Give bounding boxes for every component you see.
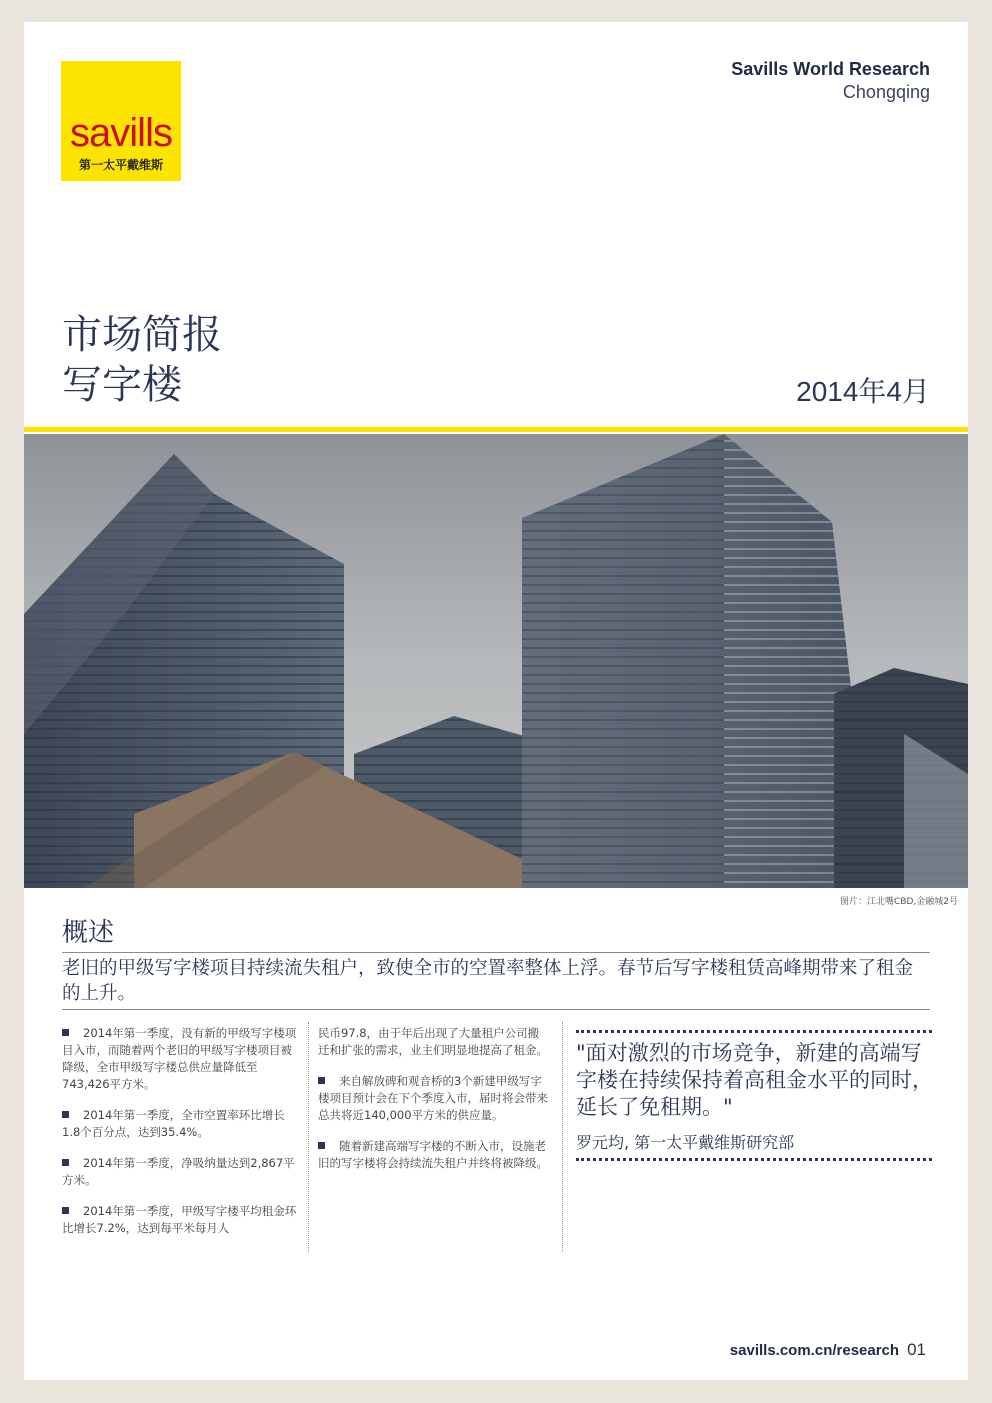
bullet-square-icon: [62, 1159, 69, 1166]
bullet-item: [318, 1138, 550, 1172]
footer-url[interactable]: savills.com.cn/research: [729, 1342, 900, 1359]
pull-quote: "面对激烈的市场竞争，新建的高端写字楼在持续保持着高租金水平的同时，延长了免租期。": [576, 1041, 933, 1119]
bullet-square-icon: [62, 1029, 69, 1036]
overview-summary: 老旧的甲级写字楼项目持续流失租户，致使全市的空置率整体上浮。春节后写字楼租赁高峰期带来了租金的上升。: [62, 958, 914, 1004]
research-brand: [731, 58, 930, 104]
overview-heading: 概述: [62, 918, 115, 948]
bullet-item: [62, 1155, 298, 1189]
bullet-square-icon: [318, 1077, 325, 1084]
bullet-column-2: [318, 1025, 550, 1186]
page-number: 01: [907, 1340, 926, 1359]
bullet-text: 来自解放碑和观音桥的3个新建甲级写字楼项目预计会在下个季度入市，届时将会带来总共将近140,000平方米的供应量。: [318, 1074, 548, 1122]
report-title: [62, 310, 222, 410]
title-line-1: 市场简报: [62, 312, 222, 358]
savills-logo: [61, 61, 181, 181]
cover-photo: [24, 434, 968, 888]
bullet-item: [62, 1203, 298, 1237]
bullet-item: [62, 1025, 298, 1093]
bullet-text: 随着新建高端写字楼的不断入市，设施老旧的写字楼将会持续流失租户并终将被降级。: [318, 1139, 548, 1170]
building-photo-illustration: [24, 434, 968, 888]
logo-chinese-name: 第一太平戴维斯: [78, 158, 163, 172]
bullet-text: 2014年第一季度，没有新的甲级写字楼项目入市，而随着两个老旧的甲级写字楼项目被降级，全市甲级写字楼总供应量降低至743,426平方米。: [62, 1026, 297, 1091]
bullet-column-1: [62, 1025, 298, 1251]
bullet-item: [318, 1073, 550, 1124]
column-divider: [562, 1022, 563, 1252]
yellow-divider: [24, 427, 968, 432]
quote-author: 罗元均, 第一太平戴维斯研究部: [576, 1133, 795, 1152]
quote-dotted-rule-top: [576, 1030, 932, 1033]
logo-wordmark: savills: [70, 111, 172, 155]
document-page: [24, 22, 968, 1380]
title-line-2: 写字楼: [62, 362, 182, 408]
bullet-square-icon: [318, 1142, 325, 1149]
bullet-text: 2014年第一季度，全市空置率环比增长1.8个百分点，达到35.4%。: [62, 1108, 285, 1139]
report-date: 2014年4月: [796, 376, 930, 407]
bullet-square-icon: [62, 1207, 69, 1214]
quote-dotted-rule-bottom: [576, 1158, 932, 1161]
bullet-text: 2014年第一季度，甲级写字楼平均租金环比增长7.2%，达到每平米每月人: [62, 1204, 297, 1235]
bullet-text: 2014年第一季度，净吸纳量达到2,867平方米。: [62, 1156, 295, 1187]
brand-title: Savills World Research: [731, 59, 930, 79]
photo-caption: 图片：江北嘴CBD,金融城2号: [840, 897, 958, 907]
bullet-square-icon: [62, 1111, 69, 1118]
page-footer: [730, 1340, 926, 1360]
overview-rule-bottom: [62, 1009, 930, 1010]
overview-rule-top: [62, 952, 930, 953]
bullet-continuation: 民币97.8，由于年后出现了大量租户公司搬迁和扩张的需求，业主们明显地提高了租金。: [318, 1026, 548, 1057]
column-divider: [308, 1022, 309, 1252]
bullet-item: [62, 1107, 298, 1141]
brand-city: Chongqing: [842, 82, 930, 102]
